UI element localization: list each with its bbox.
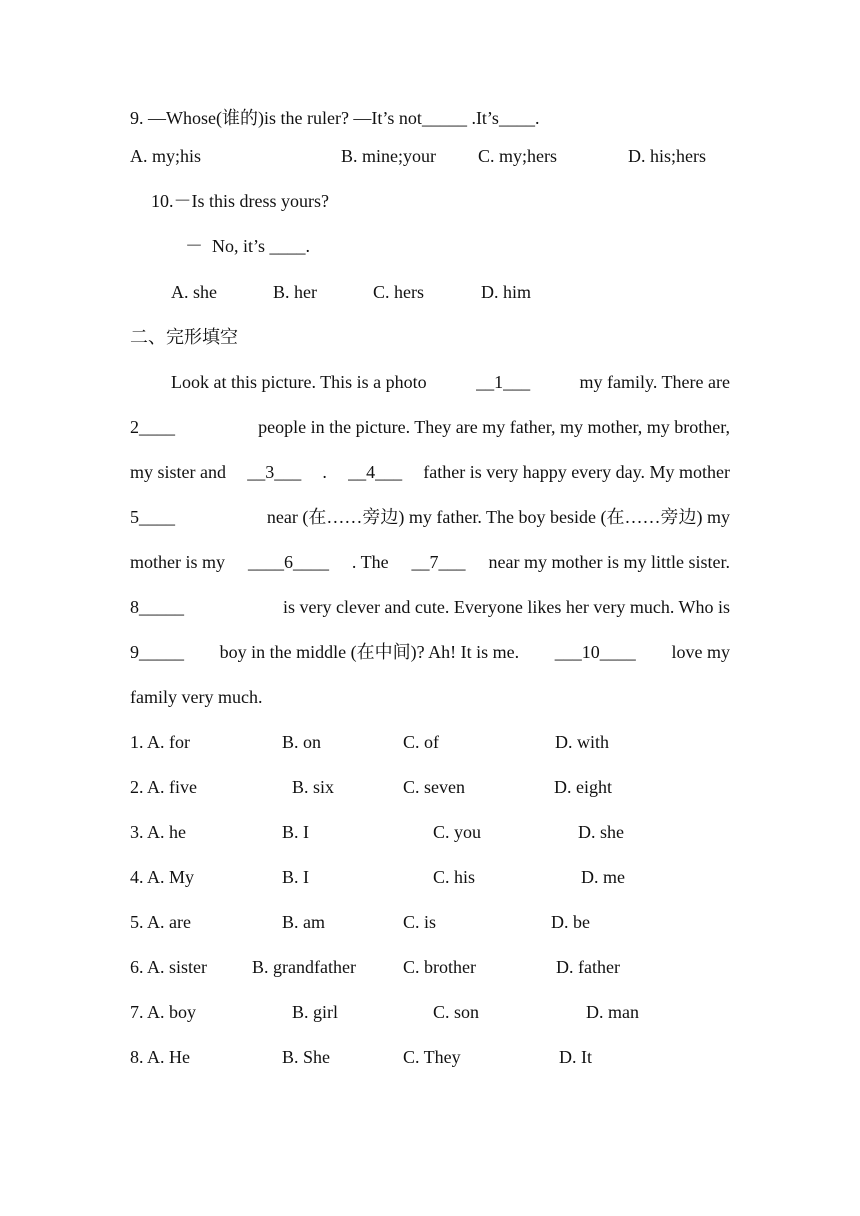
cloze-blank-3: __3___ xyxy=(247,462,302,482)
cloze-blank-6: ____6____ xyxy=(247,552,329,572)
cloze-2-option-b: B. six xyxy=(292,777,335,797)
passage-text: father is very happy every day. My mother xyxy=(423,462,730,482)
passage-text: people in the picture. They are my father, my mother, my brother, xyxy=(258,417,730,437)
passage-text: Look at this picture. This is a photo xyxy=(171,372,427,392)
passage-line-6 xyxy=(130,596,730,618)
cloze-7-option-a: 7. A. boy xyxy=(130,1002,197,1022)
cloze-5-option-a: 5. A. are xyxy=(130,912,191,932)
q9-stem-text: 9. —Whose(谁的)is the ruler? —It’s not xyxy=(130,108,422,128)
q9-option-d: D. his;hers xyxy=(628,146,706,166)
cloze-6-option-a: 6. A. sister xyxy=(130,957,208,977)
q9-blank-2: ____ xyxy=(498,108,535,128)
passage-line-4 xyxy=(130,506,730,528)
q10-option-d: D. him xyxy=(481,282,532,302)
cloze-blank-4: __4___ xyxy=(348,462,403,482)
q9-option-c: C. my;hers xyxy=(478,146,557,166)
cloze-5-option-b: B. am xyxy=(282,912,325,932)
cloze-6-option-b: B. grandfather xyxy=(252,957,356,977)
passage-line-5 xyxy=(130,551,730,573)
cloze-8-option-c: C. They xyxy=(403,1047,461,1067)
q9-option-a: A. my;his xyxy=(130,146,202,166)
passage-text: love my xyxy=(671,642,730,662)
cloze-1-option-c: C. of xyxy=(403,732,439,752)
passage-text: my family. There are xyxy=(579,372,730,392)
cloze-3-option-a: 3. A. he xyxy=(130,822,186,842)
cloze-blank-9: 9_____ xyxy=(130,642,184,662)
cloze-7-option-d: D. man xyxy=(586,1002,639,1022)
cloze-blank-5: 5____ xyxy=(130,507,175,527)
cloze-4-option-c: C. his xyxy=(433,867,476,887)
q10-stem: 10.－Is this dress yours? xyxy=(151,191,329,211)
passage-text: near my mother is my little sister. xyxy=(488,552,730,572)
q9-option-b: B. mine;your xyxy=(341,146,436,166)
cloze-5-option-c: C. is xyxy=(403,912,437,932)
passage-line-1 xyxy=(171,371,730,393)
q9-blank-1: _____ xyxy=(421,108,467,128)
passage-text: near (在……旁边) my father. The boy beside (在……旁边) my xyxy=(266,507,730,527)
passage-text: boy in the middle (在中间)? Ah! It is me. xyxy=(219,642,520,662)
cloze-5-option-d: D. be xyxy=(551,912,590,932)
cloze-8-option-a: 8. A. He xyxy=(130,1047,190,1067)
passage-text: . xyxy=(322,462,327,482)
cloze-1-option-d: D. with xyxy=(555,732,609,752)
passage-line-8: family very much. xyxy=(130,687,263,707)
cloze-blank-8: 8_____ xyxy=(130,597,184,617)
cloze-3-option-b: B. I xyxy=(282,822,309,842)
cloze-3-option-c: C. you xyxy=(433,822,482,842)
passage-line-3 xyxy=(130,461,730,483)
passage-text: mother is my xyxy=(130,552,225,572)
cloze-2-option-a: 2. A. five xyxy=(130,777,197,797)
q10-option-b: B. her xyxy=(273,282,317,302)
cloze-4-option-b: B. I xyxy=(282,867,309,887)
cloze-1-option-b: B. on xyxy=(282,732,322,752)
passage-text: is very clever and cute. Everyone likes her very much. Who is xyxy=(282,597,730,617)
cloze-blank-2: 2____ xyxy=(130,417,175,437)
cloze-2-option-d: D. eight xyxy=(554,777,612,797)
cloze-8-option-d: D. It xyxy=(559,1047,592,1067)
cloze-blank-1: __1___ xyxy=(476,372,531,392)
q9-stem xyxy=(130,107,539,129)
cloze-7-option-b: B. girl xyxy=(292,1002,339,1022)
q10-option-a: A. she xyxy=(171,282,217,302)
section-title-cloze: 二、完形填空 xyxy=(130,327,238,347)
cloze-8-option-b: B. She xyxy=(282,1047,331,1067)
cloze-4-option-d: D. me xyxy=(581,867,625,887)
cloze-2-option-c: C. seven xyxy=(403,777,465,797)
passage-text: . The xyxy=(351,552,389,572)
cloze-3-option-d: D. she xyxy=(578,822,624,842)
cloze-blank-10: ___10____ xyxy=(554,642,636,662)
q9-stem-end: . xyxy=(534,108,540,128)
cloze-1-option-a: 1. A. for xyxy=(130,732,190,752)
cloze-7-option-c: C. son xyxy=(433,1002,480,1022)
passage-line-7 xyxy=(130,641,730,663)
cloze-4-option-a: 4. A. My xyxy=(130,867,195,887)
passage-text: my sister and xyxy=(130,462,226,482)
cloze-6-option-d: D. father xyxy=(556,957,620,977)
cloze-blank-7: __7___ xyxy=(411,552,466,572)
q10-answer-line: － No, it’s ____. xyxy=(185,236,311,256)
q10-option-c: C. hers xyxy=(373,282,424,302)
passage-line-2 xyxy=(130,416,730,438)
q9-stem-text-2: .It’s xyxy=(466,108,499,128)
cloze-6-option-c: C. brother xyxy=(403,957,476,977)
